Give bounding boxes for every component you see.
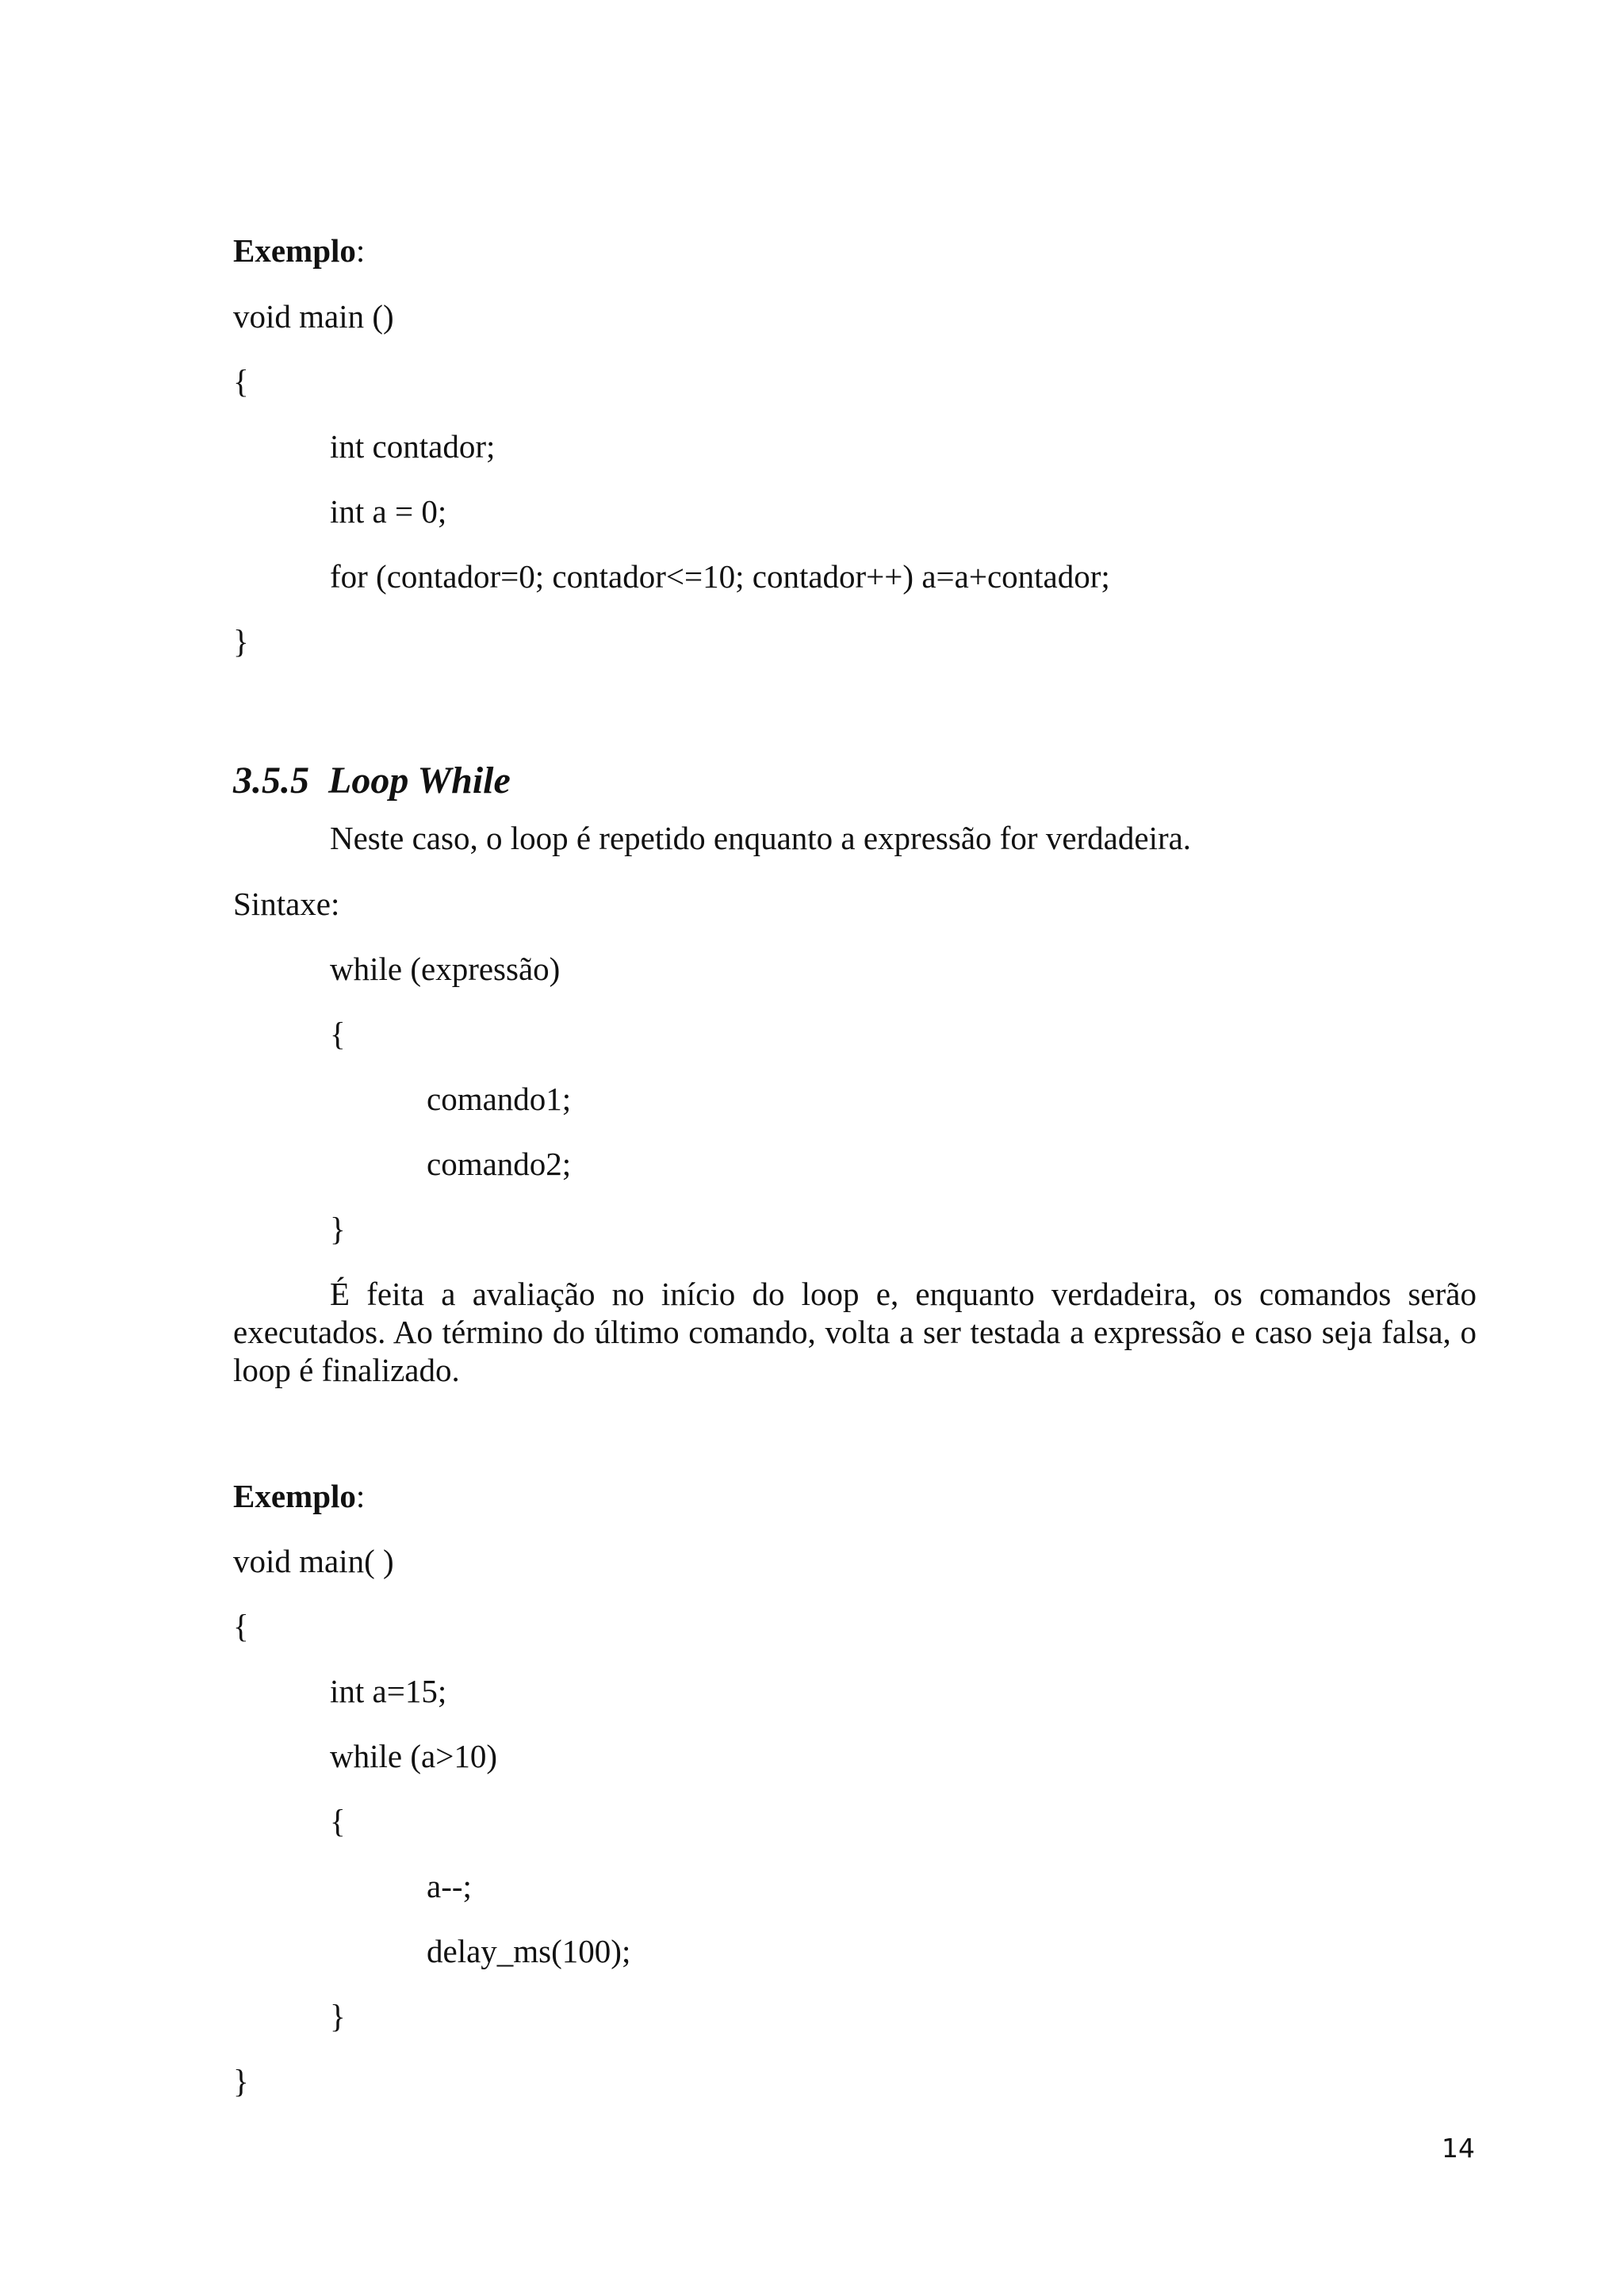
example-label-text: Exemplo [233, 1478, 356, 1514]
section-heading [233, 759, 511, 803]
code-line: int a = 0; [330, 493, 447, 530]
code-line: { [233, 363, 249, 400]
code-line: void main( ) [233, 1543, 394, 1579]
code-line: int contador; [330, 428, 496, 465]
section-intro: Neste caso, o loop é repetido enquanto a expressão for verdadeira. [330, 820, 1192, 856]
section-title: Loop While [328, 760, 511, 802]
syntax-line: comando1; [427, 1081, 572, 1117]
syntax-line: { [330, 1016, 346, 1052]
example-label [233, 231, 365, 270]
syntax-line: while (expressão) [330, 951, 561, 987]
code-line: } [233, 2063, 249, 2099]
code-line: } [330, 1998, 346, 2034]
example-label-text: Exemplo [233, 232, 356, 269]
code-line: { [233, 1608, 249, 1644]
code-line: } [233, 623, 249, 660]
example-label-colon: : [355, 1478, 366, 1514]
syntax-label: Sintaxe: [233, 886, 340, 922]
code-line: while (a>10) [330, 1738, 497, 1774]
section-number: 3.5.5 [233, 760, 309, 802]
code-line: delay_ms(100); [427, 1933, 631, 1969]
code-line: for (contador=0; contador<=10; contador++) a=a+contador; [330, 558, 1110, 595]
code-line: int a=15; [330, 1673, 447, 1709]
example-label-colon: : [355, 232, 366, 269]
code-line: void main () [233, 298, 394, 335]
explanation-paragraph: É feita a avaliação no início do loop e, enquanto verdadeira, os comandos serão executados. Ao término do último comando, volta a ser testada a expressão e caso seja falsa, o loop é finalizado. [233, 1276, 1477, 1388]
syntax-line: } [330, 1211, 346, 1247]
syntax-line: comando2; [427, 1146, 572, 1182]
example-label [233, 1476, 365, 1516]
page-number: 14 [1442, 2133, 1475, 2164]
code-line: { [330, 1803, 346, 1839]
code-line: a--; [427, 1868, 472, 1904]
